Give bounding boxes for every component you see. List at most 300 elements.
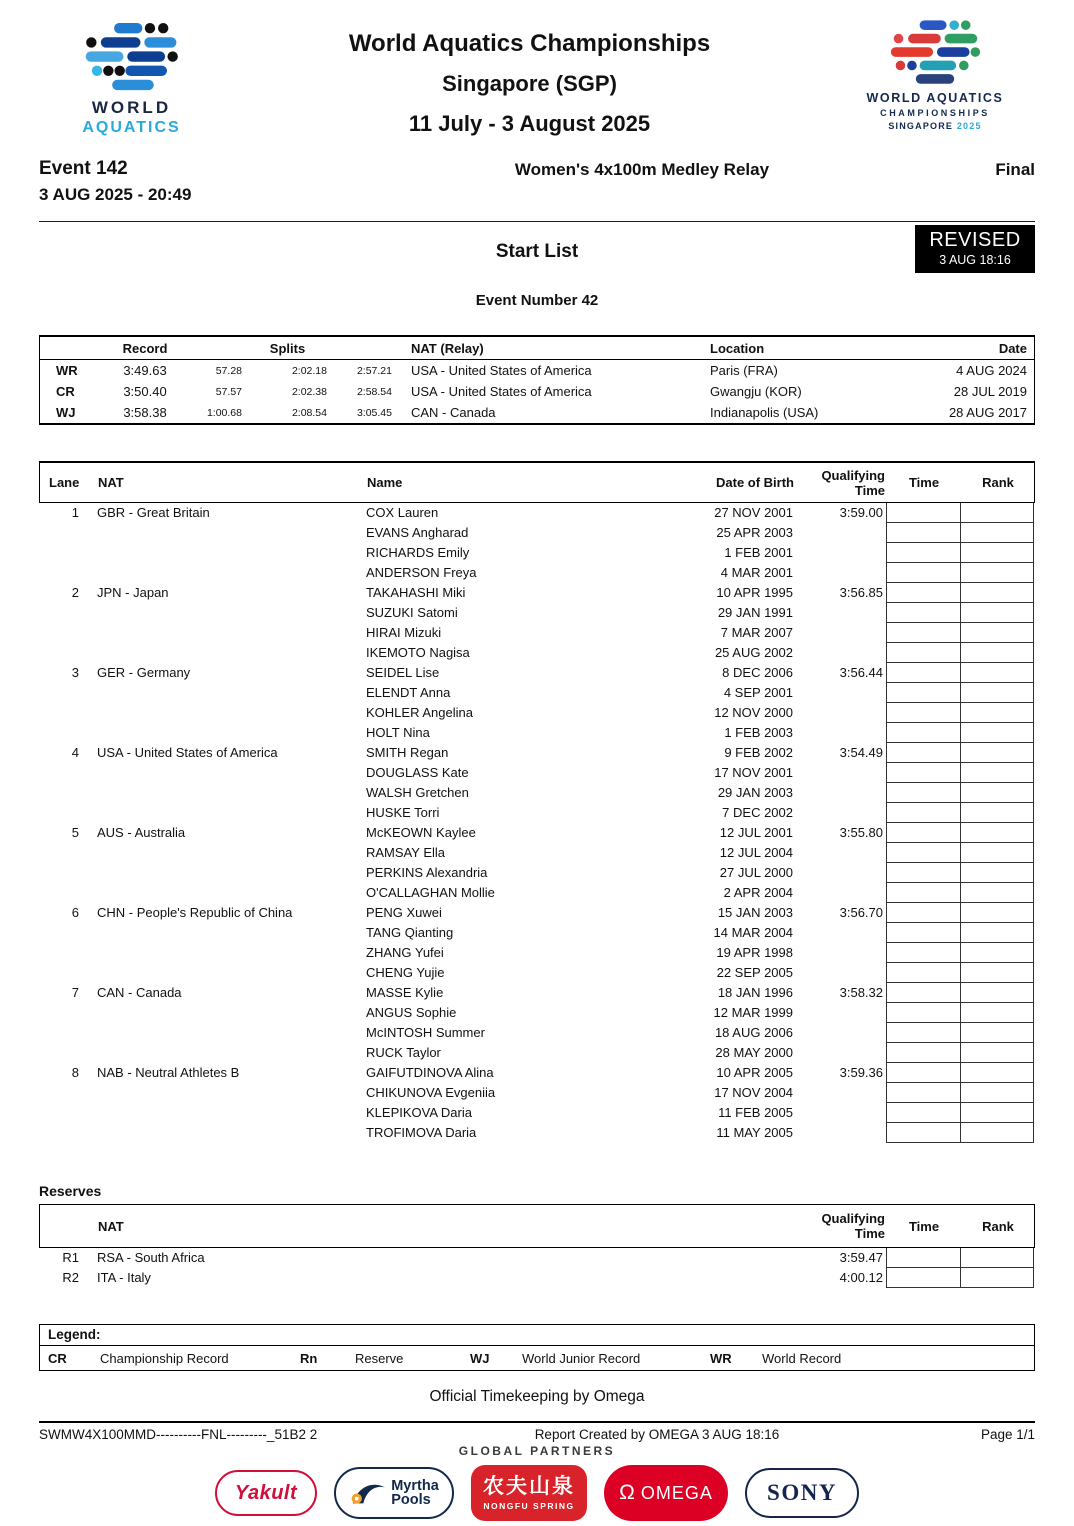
time-box bbox=[886, 943, 960, 963]
athlete-name: HUSKE Torri bbox=[366, 805, 440, 820]
athlete-name: TAKAHASHI Miki bbox=[366, 585, 466, 600]
reserves-body bbox=[39, 1248, 1035, 1288]
athlete-name: MASSE Kylie bbox=[366, 985, 444, 1000]
rank-box bbox=[960, 1103, 1034, 1123]
title-line1: World Aquatics Championships bbox=[348, 30, 711, 57]
header-nat: NAT bbox=[98, 475, 124, 490]
qualifying-time: 3:59.00 bbox=[839, 505, 883, 520]
team-nat: AUS - Australia bbox=[97, 825, 186, 840]
rank-box bbox=[960, 803, 1034, 823]
team-nat bbox=[84, 1123, 366, 1143]
startlist-body bbox=[39, 503, 1035, 1143]
startlist-row bbox=[39, 903, 1035, 923]
lane-number: 4 bbox=[71, 745, 79, 760]
qualifying-time bbox=[793, 763, 886, 783]
athlete-name: TANG Qianting bbox=[366, 925, 454, 940]
event-datetime: 3 AUG 2025 - 20:49 bbox=[39, 185, 192, 204]
athlete-dob: 29 JAN 2003 bbox=[717, 785, 793, 800]
time-box bbox=[886, 523, 960, 543]
startlist-row bbox=[39, 1043, 1035, 1063]
team-nat bbox=[84, 843, 366, 863]
record-time: 3:50.40 bbox=[123, 384, 167, 399]
championships-logo-line1: WORLD AQUATICS bbox=[866, 91, 1004, 105]
athlete-dob: 18 AUG 2006 bbox=[714, 1025, 793, 1040]
athlete-name: RICHARDS Emily bbox=[366, 545, 470, 560]
time-box bbox=[886, 1123, 960, 1143]
athlete-name: TROFIMOVA Daria bbox=[366, 1125, 477, 1140]
startlist-row bbox=[39, 763, 1035, 783]
world-aquatics-logo-icon bbox=[80, 22, 184, 94]
record-split-1: 57.28 bbox=[215, 364, 242, 377]
athlete-dob: 8 DEC 2006 bbox=[722, 665, 793, 680]
sony-label: SONY bbox=[767, 1480, 837, 1505]
qualifying-time bbox=[793, 523, 886, 543]
rank-box bbox=[960, 543, 1034, 563]
time-box bbox=[886, 843, 960, 863]
team-nat bbox=[84, 1103, 366, 1123]
athlete-dob: 4 MAR 2001 bbox=[720, 565, 793, 580]
athlete-dob: 18 JAN 1996 bbox=[717, 985, 793, 1000]
team-nat: GER - Germany bbox=[97, 665, 191, 680]
rank-box bbox=[960, 863, 1034, 883]
team-nat bbox=[84, 703, 366, 723]
athlete-name: DOUGLASS Kate bbox=[366, 765, 469, 780]
time-box bbox=[886, 1248, 960, 1268]
athlete-dob: 15 JAN 2003 bbox=[717, 905, 793, 920]
athlete-dob: 10 APR 2005 bbox=[716, 1065, 793, 1080]
athlete-name: KLEPIKOVA Daria bbox=[366, 1105, 472, 1120]
athlete-name: McKEOWN Kaylee bbox=[366, 825, 476, 840]
header-name: Name bbox=[367, 475, 403, 490]
lane-number bbox=[39, 1023, 84, 1043]
rank-box bbox=[960, 723, 1034, 743]
startlist-row bbox=[39, 743, 1035, 763]
time-box bbox=[886, 763, 960, 783]
rank-box bbox=[960, 1268, 1034, 1288]
logo-word-aquatics: AQUATICS bbox=[82, 119, 181, 136]
rank-box bbox=[960, 883, 1034, 903]
time-box bbox=[886, 503, 960, 523]
athlete-dob: 11 MAY 2005 bbox=[716, 1125, 793, 1140]
record-date: 4 AUG 2024 bbox=[956, 363, 1027, 378]
rank-box bbox=[960, 843, 1034, 863]
athlete-name: ELENDT Anna bbox=[366, 685, 451, 700]
qualifying-time bbox=[793, 563, 886, 583]
athlete-dob: 17 NOV 2001 bbox=[714, 765, 793, 780]
qualifying-time bbox=[793, 803, 886, 823]
startlist-row bbox=[39, 783, 1035, 803]
time-box bbox=[886, 923, 960, 943]
title-line2: Singapore (SGP) bbox=[442, 71, 617, 96]
rank-box bbox=[960, 1123, 1034, 1143]
header-qt-line2: Time bbox=[854, 482, 885, 498]
record-time: 3:49.63 bbox=[123, 363, 167, 378]
qualifying-time: 3:55.80 bbox=[839, 825, 883, 840]
team-nat bbox=[84, 1023, 366, 1043]
rank-box bbox=[960, 503, 1034, 523]
startlist-row bbox=[39, 603, 1035, 623]
lane-number bbox=[39, 563, 84, 583]
team-nat bbox=[84, 1043, 366, 1063]
myrtha-label-line2: Pools bbox=[391, 1492, 431, 1508]
athlete-dob: 12 MAR 1999 bbox=[713, 1005, 793, 1020]
startlist-row bbox=[39, 923, 1035, 943]
lane-number bbox=[39, 963, 84, 983]
athlete-name: IKEMOTO Nagisa bbox=[366, 645, 470, 660]
record-split-1: 1:00.68 bbox=[206, 406, 242, 419]
startlist-row bbox=[39, 583, 1035, 603]
time-box bbox=[886, 1063, 960, 1083]
omega-symbol-icon: Ω bbox=[619, 1481, 635, 1504]
athlete-dob: 2 APR 2004 bbox=[723, 885, 793, 900]
myrtha-pools-logo bbox=[334, 1467, 454, 1519]
lane-number bbox=[39, 1083, 84, 1103]
athlete-dob: 12 NOV 2000 bbox=[714, 705, 793, 720]
team-nat bbox=[84, 523, 366, 543]
athlete-name: PENG Xuwei bbox=[366, 905, 442, 920]
startlist-row bbox=[39, 563, 1035, 583]
athlete-name: WALSH Gretchen bbox=[366, 785, 469, 800]
athlete-name: SMITH Regan bbox=[366, 745, 449, 760]
record-date: 28 JUL 2019 bbox=[953, 384, 1027, 399]
startlist-row bbox=[39, 643, 1035, 663]
startlist-row bbox=[39, 1023, 1035, 1043]
athlete-name: HOLT Nina bbox=[366, 725, 430, 740]
startlist-row bbox=[39, 943, 1035, 963]
team-nat bbox=[84, 963, 366, 983]
team-nat: CHN - People's Republic of China bbox=[97, 905, 293, 920]
legend-abbr: WR bbox=[710, 1350, 732, 1366]
lane-number: 7 bbox=[71, 985, 79, 1000]
lane-number: 8 bbox=[71, 1065, 79, 1080]
rank-box bbox=[960, 1083, 1034, 1103]
lane-number bbox=[39, 1103, 84, 1123]
championship-title bbox=[224, 16, 835, 152]
qualifying-time bbox=[793, 643, 886, 663]
time-box bbox=[886, 703, 960, 723]
legend-label: Championship Record bbox=[100, 1350, 229, 1366]
time-box bbox=[886, 583, 960, 603]
time-box bbox=[886, 563, 960, 583]
startlist-row bbox=[39, 663, 1035, 683]
rank-box bbox=[960, 603, 1034, 623]
athlete-name: McINTOSH Summer bbox=[366, 1025, 485, 1040]
lane-number bbox=[39, 723, 84, 743]
rank-box bbox=[960, 1063, 1034, 1083]
record-tag: WR bbox=[56, 363, 78, 378]
qualifying-time bbox=[793, 1103, 886, 1123]
time-box bbox=[886, 983, 960, 1003]
qualifying-time bbox=[793, 703, 886, 723]
lane-number bbox=[39, 923, 84, 943]
reserves-header-qt-line2: Time bbox=[854, 1226, 885, 1241]
rank-box bbox=[960, 1023, 1034, 1043]
startlist-row bbox=[39, 1003, 1035, 1023]
startlist-row bbox=[39, 1063, 1035, 1083]
rank-box bbox=[960, 963, 1034, 983]
qualifying-time: 3:59.36 bbox=[839, 1065, 883, 1080]
team-nat bbox=[84, 543, 366, 563]
time-box bbox=[886, 683, 960, 703]
rank-box bbox=[960, 683, 1034, 703]
athlete-name: GAIFUTDINOVA Alina bbox=[366, 1065, 494, 1080]
athlete-dob: 29 JAN 1991 bbox=[717, 605, 793, 620]
qualifying-time bbox=[793, 783, 886, 803]
legend-items bbox=[40, 1346, 1034, 1370]
lane-number: 5 bbox=[71, 825, 79, 840]
record-row bbox=[40, 402, 1034, 423]
legend-box bbox=[39, 1324, 1035, 1371]
team-nat: CAN - Canada bbox=[97, 985, 182, 1000]
global-partners-label: GLOBAL PARTNERS bbox=[458, 1444, 616, 1458]
legend-abbr: Rn bbox=[300, 1350, 318, 1366]
team-nat bbox=[84, 603, 366, 623]
startlist-row bbox=[39, 703, 1035, 723]
athlete-dob: 27 NOV 2001 bbox=[714, 505, 793, 520]
page-header bbox=[39, 16, 1035, 152]
startlist-table bbox=[39, 461, 1035, 1143]
athlete-name: RAMSAY Ella bbox=[366, 845, 445, 860]
event-name: Women's 4x100m Medley Relay bbox=[514, 160, 770, 179]
qualifying-time bbox=[793, 963, 886, 983]
qualifying-time: 3:56.44 bbox=[839, 665, 883, 680]
lane-number bbox=[39, 523, 84, 543]
record-split-2: 2:02.38 bbox=[291, 385, 327, 398]
records-header-row bbox=[40, 337, 1034, 360]
team-nat bbox=[84, 923, 366, 943]
record-row bbox=[40, 360, 1034, 381]
rank-box bbox=[960, 903, 1034, 923]
team-nat bbox=[84, 623, 366, 643]
lane-number: 2 bbox=[71, 585, 79, 600]
athlete-name: SUZUKI Satomi bbox=[366, 605, 458, 620]
lane-number bbox=[39, 1003, 84, 1023]
championships-logo bbox=[835, 16, 1035, 152]
record-nat: CAN - Canada bbox=[411, 405, 496, 420]
record-split-2: 2:02.18 bbox=[291, 364, 327, 377]
reserve-tag: R2 bbox=[62, 1270, 79, 1285]
qualifying-time: 3:56.70 bbox=[839, 905, 883, 920]
team-nat bbox=[84, 943, 366, 963]
rank-box bbox=[960, 943, 1034, 963]
athlete-dob: 12 JUL 2004 bbox=[719, 845, 793, 860]
athlete-name: ZHANG Yufei bbox=[366, 945, 444, 960]
qualifying-time bbox=[793, 923, 886, 943]
startlist-row bbox=[39, 823, 1035, 843]
reserves-header-nat: NAT bbox=[98, 1218, 124, 1234]
rank-box bbox=[960, 743, 1034, 763]
lane-number bbox=[39, 843, 84, 863]
athlete-dob: 12 JUL 2001 bbox=[719, 825, 793, 840]
records-header-record: Record bbox=[122, 340, 168, 356]
year-label: 2025 bbox=[956, 121, 982, 131]
lane-number bbox=[39, 783, 84, 803]
page-indicator: Page 1/1 bbox=[980, 1427, 1035, 1442]
lane-number: 6 bbox=[71, 905, 79, 920]
team-nat: GBR - Great Britain bbox=[97, 505, 210, 520]
qualifying-time: 3:54.49 bbox=[839, 745, 883, 760]
header-rank: Rank bbox=[982, 475, 1014, 490]
team-nat bbox=[84, 883, 366, 903]
legend-abbr: CR bbox=[48, 1350, 67, 1366]
rank-box bbox=[960, 763, 1034, 783]
legend-title: Legend: bbox=[40, 1325, 1034, 1346]
event-info-row bbox=[39, 158, 1035, 205]
reserves-header-qt-line1: Qualifying bbox=[821, 1211, 885, 1226]
reserve-tag: R1 bbox=[62, 1250, 79, 1265]
myrtha-label-line1: Myrtha bbox=[391, 1478, 439, 1494]
event-left bbox=[39, 158, 369, 205]
record-row bbox=[40, 381, 1034, 402]
reserves-table bbox=[39, 1204, 1035, 1288]
yakult-label: Yakult bbox=[234, 1481, 298, 1504]
time-box bbox=[886, 603, 960, 623]
qualifying-time bbox=[793, 723, 886, 743]
reserves-title: Reserves bbox=[39, 1183, 102, 1199]
team-nat bbox=[84, 763, 366, 783]
startlist-row bbox=[39, 1083, 1035, 1103]
rank-box bbox=[960, 623, 1034, 643]
timekeeping-line: Official Timekeeping by Omega bbox=[429, 1388, 645, 1405]
event-number-label: Event 142 bbox=[39, 158, 128, 179]
reserve-qualifying-time: 3:59.47 bbox=[839, 1250, 883, 1265]
record-location: Indianapolis (USA) bbox=[710, 405, 819, 420]
team-nat bbox=[84, 563, 366, 583]
record-location: Paris (FRA) bbox=[710, 363, 778, 378]
time-box bbox=[886, 863, 960, 883]
omega-logo bbox=[604, 1465, 728, 1521]
header-qt-line1: Qualifying bbox=[821, 467, 885, 483]
team-nat bbox=[84, 1083, 366, 1103]
athlete-dob: 1 FEB 2003 bbox=[724, 725, 793, 740]
athlete-dob: 9 FEB 2002 bbox=[724, 745, 793, 760]
lane-number bbox=[39, 803, 84, 823]
startlist-row bbox=[39, 983, 1035, 1003]
athlete-dob: 22 SEP 2005 bbox=[716, 965, 793, 980]
time-box bbox=[886, 783, 960, 803]
athlete-name: HIRAI Mizuki bbox=[366, 625, 442, 640]
rank-box bbox=[960, 823, 1034, 843]
reserve-nat: RSA - South Africa bbox=[97, 1250, 205, 1265]
qualifying-time bbox=[793, 1083, 886, 1103]
lane-number bbox=[39, 623, 84, 643]
record-time: 3:58.38 bbox=[123, 405, 167, 420]
time-box bbox=[886, 1268, 960, 1288]
lane-number bbox=[39, 883, 84, 903]
sponsors-row bbox=[39, 1465, 1035, 1521]
qualifying-time: 3:56.85 bbox=[839, 585, 883, 600]
world-aquatics-logo bbox=[39, 16, 224, 152]
rank-box bbox=[960, 663, 1034, 683]
time-box bbox=[886, 723, 960, 743]
rank-box bbox=[960, 643, 1034, 663]
report-created: Report Created by OMEGA 3 AUG 18:16 bbox=[534, 1427, 780, 1442]
reserves-header-time: Time bbox=[908, 1218, 940, 1234]
lane-number bbox=[39, 683, 84, 703]
startlist-row bbox=[39, 803, 1035, 823]
lane-number bbox=[39, 863, 84, 883]
team-nat bbox=[84, 863, 366, 883]
footer-row bbox=[39, 1427, 1035, 1442]
reserves-header-row bbox=[39, 1204, 1035, 1248]
time-box bbox=[886, 883, 960, 903]
rank-box bbox=[960, 583, 1034, 603]
record-tag: CR bbox=[56, 384, 75, 399]
team-nat bbox=[84, 1003, 366, 1023]
time-box bbox=[886, 1103, 960, 1123]
records-table bbox=[39, 335, 1035, 425]
record-split-3: 2:57.21 bbox=[356, 364, 392, 377]
athlete-dob: 25 APR 2003 bbox=[716, 525, 793, 540]
athlete-name: SEIDEL Lise bbox=[366, 665, 440, 680]
nongfu-spring-logo bbox=[471, 1465, 587, 1521]
revised-time: 3 AUG 18:16 bbox=[939, 253, 1011, 267]
header-qualifying-time bbox=[794, 468, 887, 498]
athlete-name: O'CALLAGHAN Mollie bbox=[366, 885, 495, 900]
revised-badge bbox=[915, 225, 1035, 273]
rank-box bbox=[960, 703, 1034, 723]
records-header-nat: NAT (Relay) bbox=[411, 340, 484, 356]
reserves-header-rank: Rank bbox=[982, 1218, 1014, 1234]
qualifying-time bbox=[793, 863, 886, 883]
startlist-row bbox=[39, 623, 1035, 643]
records-header-splits: Splits bbox=[269, 340, 306, 356]
lane-number bbox=[39, 703, 84, 723]
document-title-row bbox=[39, 222, 1035, 276]
reserve-row bbox=[39, 1268, 1035, 1288]
event-number-heading: Event Number 42 bbox=[475, 292, 599, 309]
qualifying-time bbox=[793, 543, 886, 563]
athlete-name: CHIKUNOVA Evgeniia bbox=[366, 1085, 496, 1100]
startlist-row bbox=[39, 883, 1035, 903]
startlist-row bbox=[39, 543, 1035, 563]
startlist-row bbox=[39, 1103, 1035, 1123]
time-box bbox=[886, 803, 960, 823]
omega-label: OMEGA bbox=[640, 1482, 713, 1503]
athlete-name: EVANS Angharad bbox=[366, 525, 469, 540]
qualifying-time bbox=[793, 623, 886, 643]
record-location: Gwangju (KOR) bbox=[710, 384, 802, 399]
qualifying-time bbox=[793, 943, 886, 963]
rank-box bbox=[960, 563, 1034, 583]
athlete-dob: 7 MAR 2007 bbox=[720, 625, 793, 640]
wave-icon bbox=[349, 1478, 387, 1508]
athlete-name: ANDERSON Freya bbox=[366, 565, 477, 580]
reserve-nat: ITA - Italy bbox=[97, 1270, 151, 1285]
athlete-dob: 25 AUG 2002 bbox=[714, 645, 793, 660]
legend-label: World Record bbox=[762, 1350, 842, 1366]
records-header-location: Location bbox=[710, 340, 765, 356]
rank-box bbox=[960, 523, 1034, 543]
time-box bbox=[886, 1003, 960, 1023]
record-split-1: 57.57 bbox=[215, 385, 242, 398]
lane-number bbox=[39, 943, 84, 963]
team-nat: USA - United States of America bbox=[97, 745, 278, 760]
athlete-dob: 10 APR 1995 bbox=[716, 585, 793, 600]
page-title: Start List bbox=[495, 241, 579, 262]
revised-label: REVISED bbox=[929, 229, 1021, 251]
lane-number bbox=[39, 1123, 84, 1143]
time-box bbox=[886, 543, 960, 563]
header-dob: Date of Birth bbox=[716, 475, 794, 490]
championships-logo-line2: CHAMPIONSHIPS bbox=[880, 108, 990, 118]
athlete-dob: 28 MAY 2000 bbox=[715, 1045, 793, 1060]
startlist-row bbox=[39, 523, 1035, 543]
reserves-header-qualifying-time bbox=[794, 1211, 887, 1241]
qualifying-time bbox=[793, 883, 886, 903]
time-box bbox=[886, 643, 960, 663]
rank-box bbox=[960, 1043, 1034, 1063]
